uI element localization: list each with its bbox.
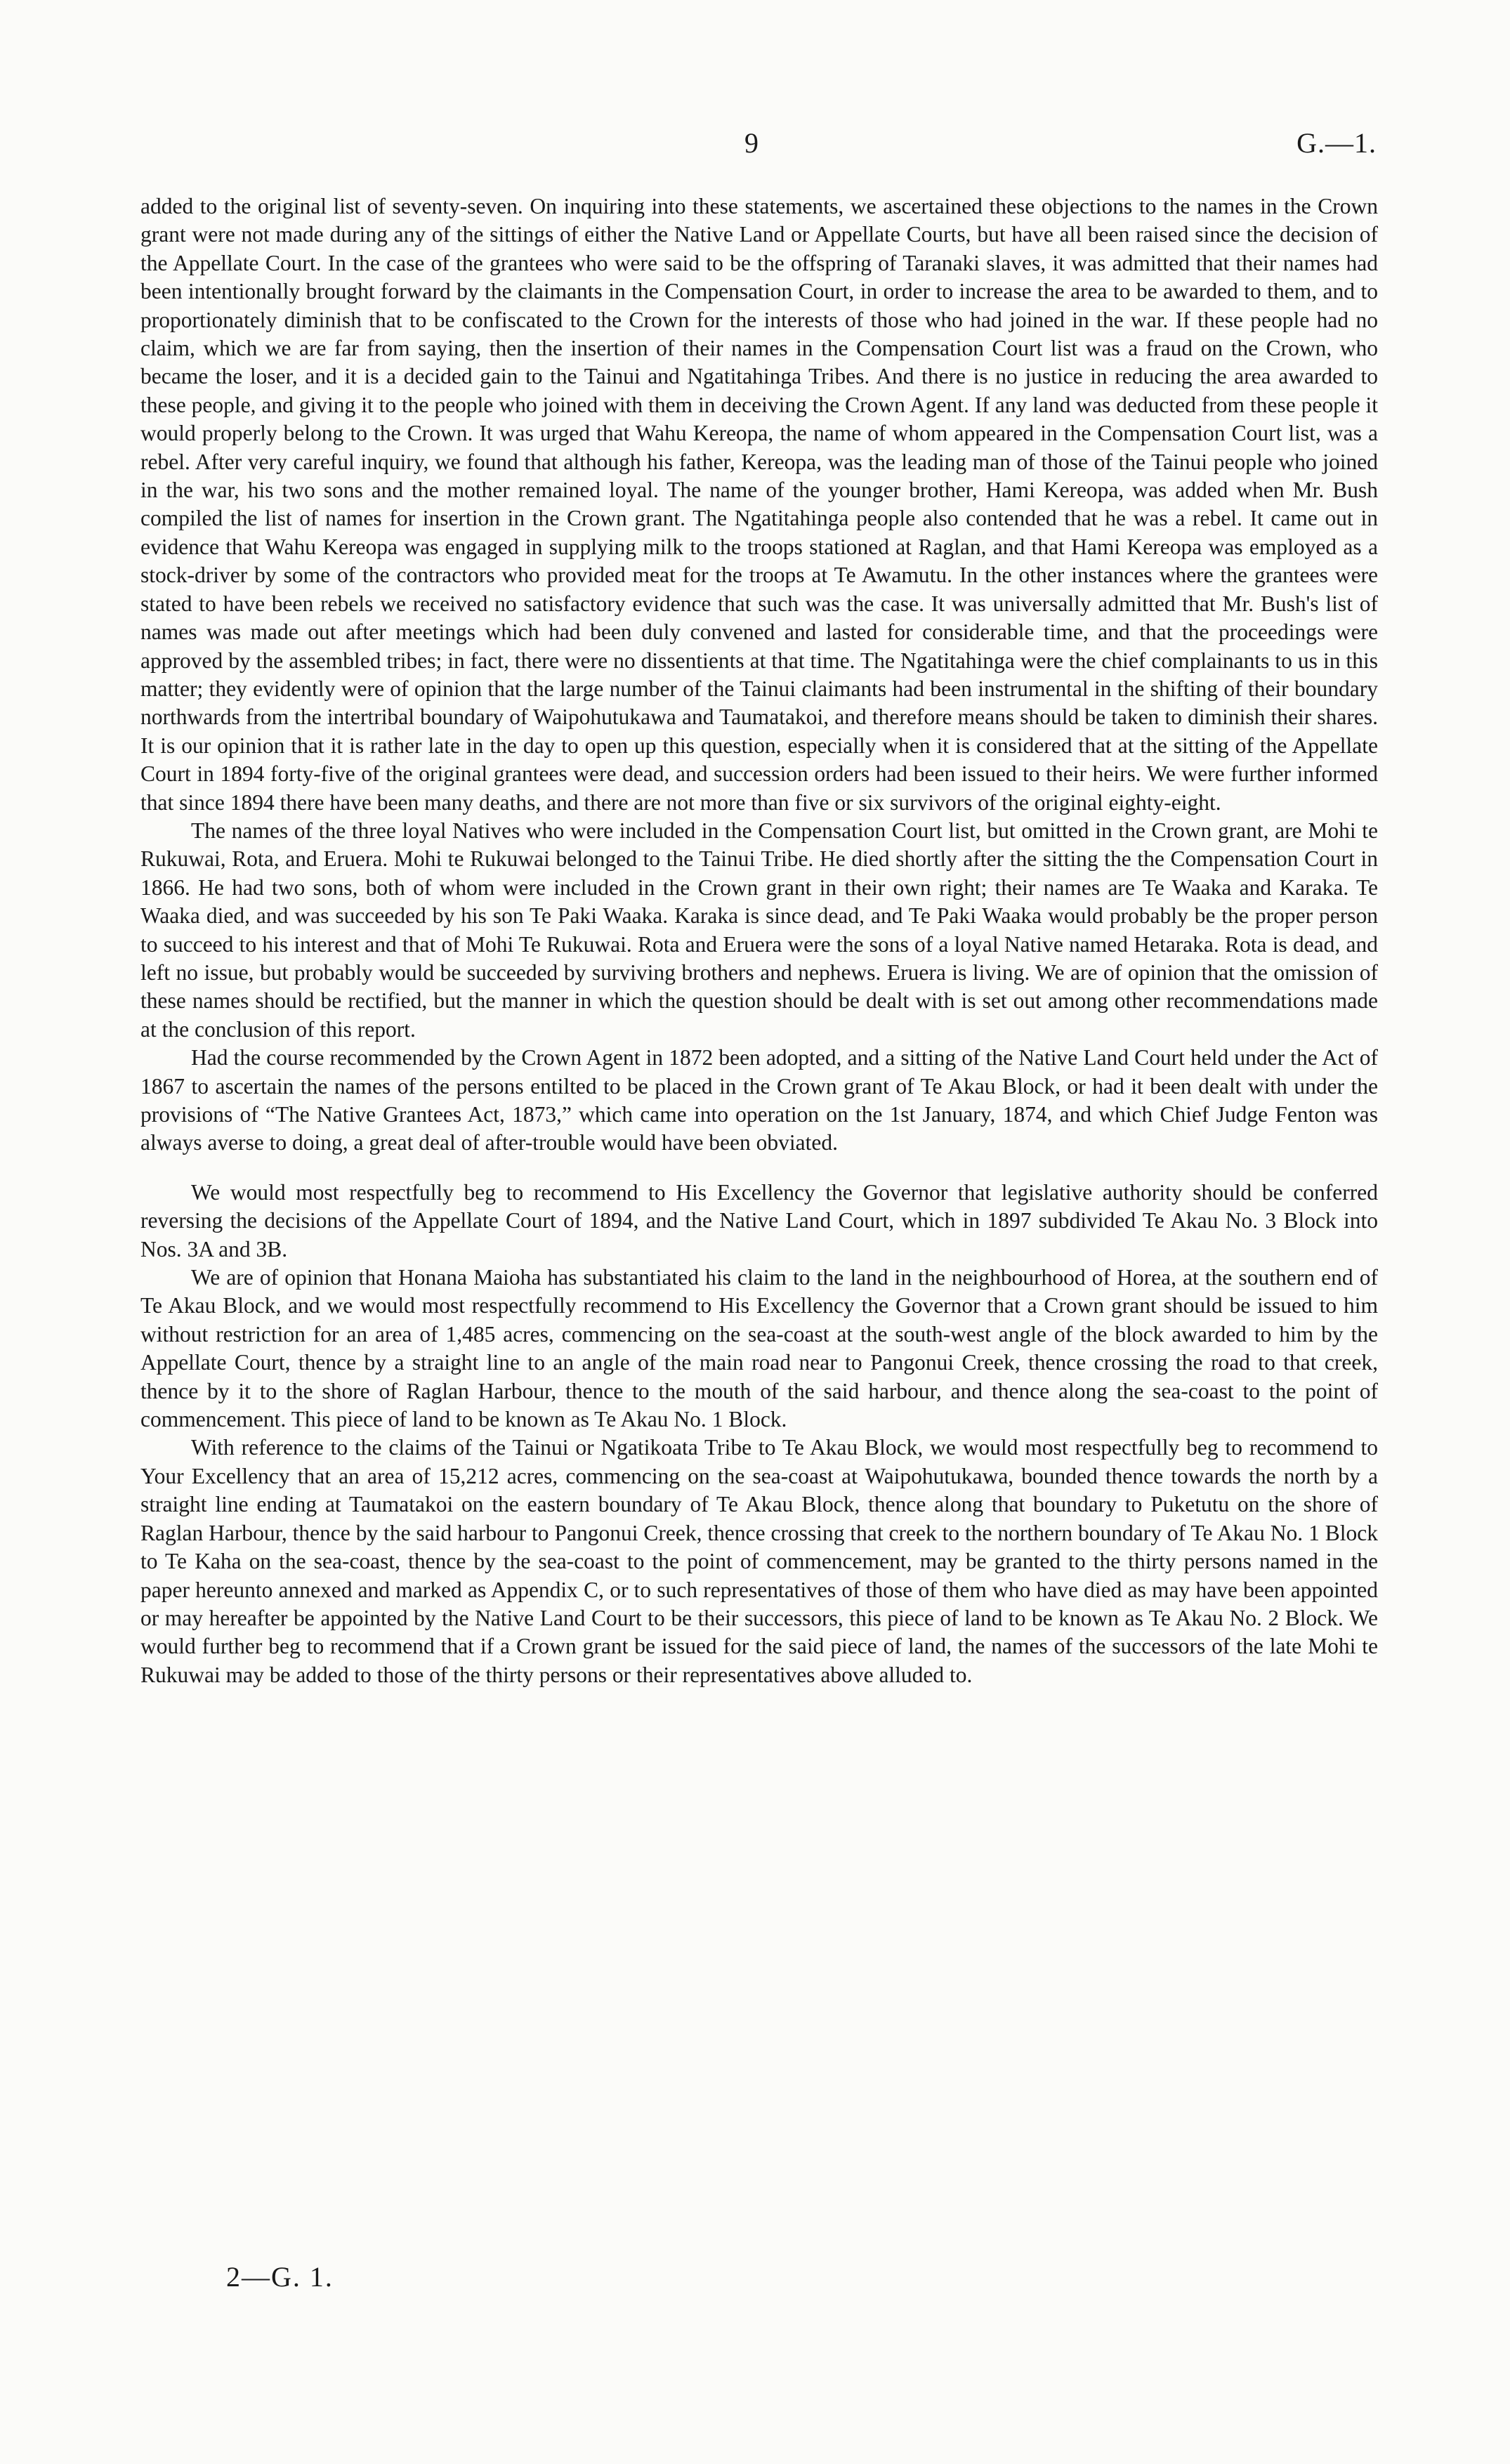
paragraph-recommendation-legislative: We would most respectfully beg to recommend to His Excellency the Governor that legislative authority should be conferred reversing the decisions of the Appellate Court of 1894, and the Native Land Court, which in 1897 subdivided Te Akau No. 3 Block into Nos. 3A and 3B. xyxy=(140,1179,1378,1262)
page-header xyxy=(0,126,1510,169)
paragraph-recommendation-honana-maioha: We are of opinion that Honana Maioha has substantiated his claim to the land in the neighbourhood of Horea, at the southern end of Te Akau Block, and we would most respectfully recommend to His Excellency the Governor that a Crown grant should be issued to him without restriction for an area of 1,485 acres, commencing on the sea-coast at the south-west angle of the block awarded to him by the Appellate Court, thence by a straight line to an angle of the main road near to Pangonui Creek, thence crossing the road to that creek, thence by it to the shore of Raglan Harbour, thence to the mouth of the said harbour, and thence along the sea-coast to the point of commencement. This piece of land to be known as Te Akau No. 1 Block. xyxy=(140,1265,1378,1432)
paragraph-gap xyxy=(140,1158,1378,1179)
paragraph-loyal-natives: The names of the three loyal Natives who were included in the Compensation Court list, but omitted in the Crown grant, are Mohi te Rukuwai, Rota, and Eruera. Mohi te Rukuwai belonged to the Tainui Tribe. He died shortly after the sitting the the Compensation Court in 1866. He had two sons, both of whom were included in the Crown grant in their own right; their names are Te Waaka and Karaka. Te Waaka died, and was succeeded by his son Te Paki Waaka. Karaka is since dead, and Te Paki Waaka would probably be the proper person to succeed to his interest and that of Mohi Te Rukuwai. Rota and Eruera were the sons of a loyal Native named Hetaraka. Rota is dead, and left no issue, but probably would be succeeded by surviving brothers and nephews. Eruera is living. We are of opinion that the omission of these names should be rectified, but the manner in which the question should be dealt with is set out among other recommendations made at the conclusion of this report. xyxy=(140,818,1378,1042)
paragraph-crown-agent-course: Had the course recommended by the Crown Agent in 1872 been adopted, and a sitting of the Native Land Court held under the Act of 1867 to ascertain the names of the persons entilted to be placed in the Crown grant of Te Akau Block, or had it been dealt with under the provisions of “The Native Grantees Act, 1873,” which came into operation on the 1st January, 1874, and which Chief Judge Fenton was always averse to doing, a great deal of after-trouble would have been obviated. xyxy=(140,1045,1378,1155)
page-number: 9 xyxy=(744,127,759,159)
document-code: G.—1. xyxy=(1296,127,1377,159)
report-body xyxy=(140,192,1378,1689)
signature-mark: 2—G. 1. xyxy=(226,2261,334,2293)
paragraph-recommendation-tainui: With reference to the claims of the Tainui or Ngatikoata Tribe to Te Akau Block, we would most respectfully beg to recommend to Your Excellency that an area of 15,212 acres, commencing on the sea-coast at Waipohutukawa, bounded thence towards the north by a straight line ending at Taumatakoi on the eastern boundary of Te Akau Block, thence along that boundary to Puketutu on the shore of Raglan Harbour, thence by the said harbour to Pangonui Creek, thence crossing that creek to the northern boundary of Te Akau No. 1 Block to Te Kaha on the sea-coast, thence by the sea-coast to the point of commencement, may be granted to the thirty persons named in the paper hereunto annexed and marked as Appendix C, or to such representatives of those of them who have died as may have been appointed or may hereafter be appointed by the Native Land Court to be their successors, this piece of land to be known as Te Akau No. 2 Block. We would further beg to recommend that if a Crown grant be issued for the said piece of land, the names of the successors of the late Mohi te Rukuwai may be added to those of the thirty persons or their representatives above alluded to. xyxy=(140,1435,1378,1687)
paragraph-continued: added to the original list of seventy-seven. On inquiring into these statements, we ascertained these objections to the names in the Crown grant were not made during any of the sittings of either the Native Land or Appellate Courts, but have all been raised since the decision of the Appellate Court. In the case of the grantees who were said to be the offspring of Taranaki slaves, it was admitted that their names had been intentionally brought forward by the claimants in the Compensation Court, in order to increase the area to be awarded to them, and to proportionately diminish that to be confiscated to the Crown for the interests of those who had joined in the war. If these people had no claim, which we are far from saying, then the insertion of their names in the Compensation Court list was a fraud on the Crown, who became the loser, and it is a decided gain to the Tainui and Ngatitahinga Tribes. And there is no justice in reducing the area awarded to these people, and giving it to the people who joined with them in deceiving the Crown Agent. If any land was deducted from these people it would properly belong to the Crown. It was urged that Wahu Kereopa, the name of whom appeared in the Compensation Court list, was a rebel. After very careful inquiry, we found that although his father, Kereopa, was the leading man of those of the Tainui people who joined in the war, his two sons and the mother remained loyal. The name of the younger brother, Hami Kereopa, was added when Mr. Bush compiled the list of names for insertion in the Crown grant. The Ngatitahinga people also contended that he was a rebel. It came out in evidence that Wahu Kereopa was engaged in supplying milk to the troops stationed at Raglan, and that Hami Kereopa was employed as a stock-driver by some of the contractors who provided meat for the troops at Te Awamutu. In the other instances where the grantees were stated to have been rebels we received no satisfactory evidence that such was the case. It was universally admitted that Mr. Bush's list of names was made out after meetings which had been duly convened and lasted for considerable time, and that the proceedings were approved by the assembled tribes; in fact, there were no dissentients at that time. The Ngatitahinga were the chief complainants to us in this matter; they evidently were of opinion that the large number of the Tainui claimants had been instrumental in the shifting of their boundary northwards from the intertribal boundary of Waipohutukawa and Taumatakoi, and therefore means should be taken to diminish their shares. It is our opinion that it is rather late in the day to open up this question, especially when it is considered that at the sitting of the Appellate Court in 1894 forty-five of the original grantees were dead, and succession orders had been issued to their heirs. We were further informed that since 1894 there have been many deaths, and there are not more than five or six survivors of the original eighty-eight. xyxy=(140,194,1378,815)
